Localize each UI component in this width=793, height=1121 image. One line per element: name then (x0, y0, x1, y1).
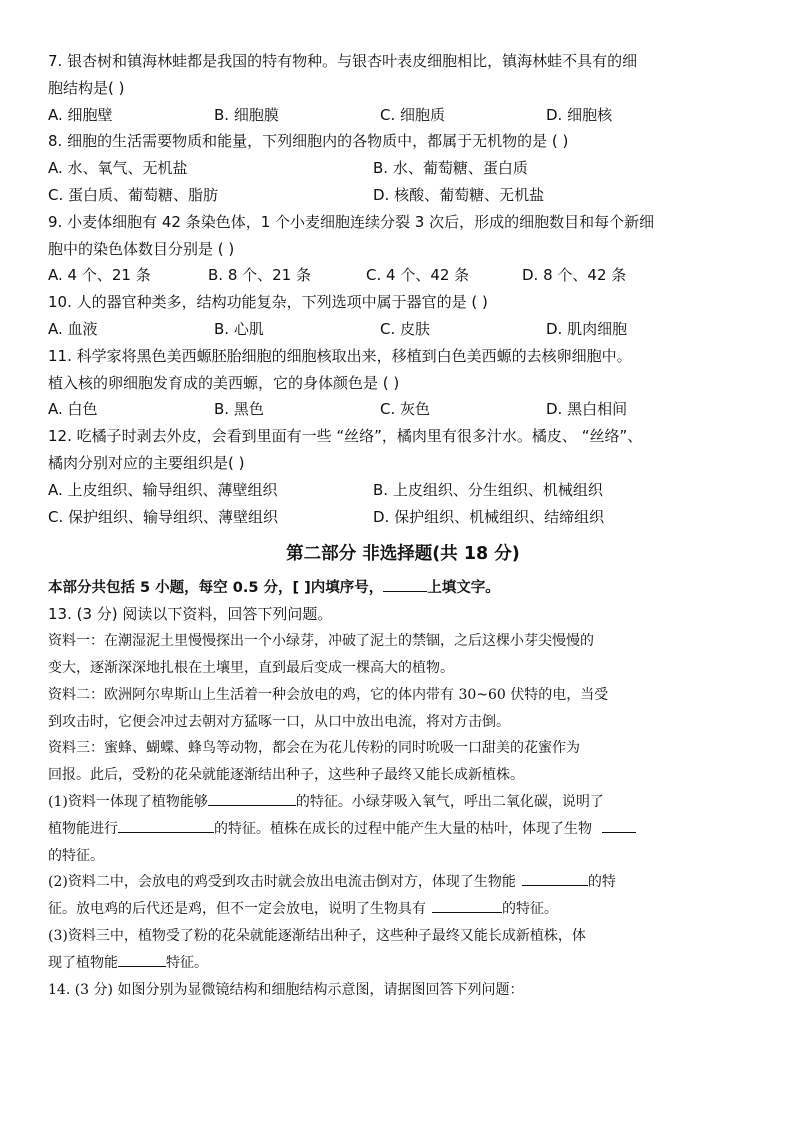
q10-option-d: D. 肌肉细胞 (546, 319, 628, 338)
q13-sub1-blank3[interactable] (602, 816, 636, 833)
q8-option-b: B. 水、葡萄糖、蛋白质 (373, 159, 528, 178)
q13-sub2-line2 (48, 896, 758, 923)
q12-option-c: C. 保护组织、输导组织、薄壁组织 (48, 507, 279, 526)
q13-sub2-line1 (48, 869, 758, 896)
q8-option-c: C. 蛋白质、葡萄糖、脂肪 (48, 185, 219, 204)
q13-sub2-text-b: 的特 (587, 874, 616, 891)
part2-intro-b: 上填文字。 (427, 580, 500, 597)
q12-options-row2 (48, 504, 758, 531)
q11-options (48, 396, 758, 423)
q13-sub1-line1 (48, 789, 758, 816)
q7-options (48, 102, 758, 129)
q13-sub2-text-d: 的特征。 (502, 901, 558, 918)
q14-title: 14. (3 分) 如图分别为显微镜结构和细胞结构示意图，请据图回答下列问题： (48, 981, 524, 998)
q13-material1-line2: 变大，逐渐深深地扎根在土壤里，直到最后变成一棵高大的植物。 (48, 659, 454, 676)
q11-stem-line2: 植入核的卵细胞发育成的美西螈，它的身体颜色是 ( ) (48, 373, 400, 392)
q11-option-b: B. 黑色 (214, 400, 264, 419)
part2-instructions (48, 575, 758, 601)
q13-material3-line2: 回报。此后，受粉的花朵就能逐渐结出种子，这些种子最终又能长成新植株。 (48, 767, 524, 784)
q13-sub1-blank2[interactable] (118, 816, 214, 833)
q8-options-row2 (48, 182, 758, 209)
q11-option-a: A. 白色 (48, 400, 98, 419)
q9-options (48, 262, 758, 289)
q13-material2-line2: 到攻击时，它便会冲过去朝对方猛啄一口，从口中放出电流，将对方击倒。 (48, 713, 510, 730)
q7-option-c: C. 细胞质 (380, 105, 446, 124)
q13-sub2-blank2[interactable] (432, 896, 502, 913)
q13-material2-line1: 资料二：欧洲阿尔卑斯山上生活着一种会放电的鸡，它的体内带有 30~60 伏特的电，当受 (48, 686, 609, 703)
q13-sub2-text-c: 征。放电鸡的后代还是鸡，但不一定会放电，说明了生物具有 (48, 901, 426, 918)
part2-heading: 第二部分 非选择题(共 18 分) (286, 544, 520, 565)
q13-sub2-blank1[interactable] (522, 869, 588, 886)
q13-sub1-text-b: 的特征。小绿芽吸入氧气，呼出二氧化碳，说明了 (295, 793, 604, 810)
q7-option-d: D. 细胞核 (546, 105, 613, 124)
q12-option-d: D. 保护组织、机械组织、结缔组织 (373, 507, 605, 526)
q13-sub3-text-c: 特征。 (166, 954, 208, 971)
q10-stem-line1: 10. 人的器官种类多，结构功能复杂，下列选项中属于器官的是 ( ) (48, 293, 488, 312)
q9-stem-line1: 9. 小麦体细胞有 42 条染色体，1 个小麦细胞连续分裂 3 次后，形成的细胞数目和每个新细 (48, 212, 655, 231)
q12-options-row1 (48, 477, 758, 504)
q9-option-b: B. 8 个、21 条 (208, 266, 311, 285)
q12-option-b: B. 上皮组织、分生组织、机械组织 (373, 480, 603, 499)
q10-option-c: C. 皮肤 (380, 319, 431, 338)
q11-option-d: D. 黑白相间 (546, 400, 628, 419)
q10-option-a: A. 血液 (48, 319, 98, 338)
q12-stem-line2: 橘肉分别对应的主要组织是( ) (48, 453, 245, 472)
q7-stem-line1: 7. 银杏树和镇海林蛙都是我国的特有物种。与银杏叶表皮细胞相比，镇海林蛙不具有的细 (48, 52, 638, 70)
q13-title: 13. (3 分) 阅读以下资料，回答下列问题。 (48, 605, 333, 624)
q13-sub3-text-b: 现了植物能 (48, 954, 118, 971)
q10-option-b: B. 心肌 (214, 319, 264, 338)
q7-stem-line2: 胞结构是( ) (48, 78, 125, 97)
part2-intro-a: 本部分共包括 5 小题，每空 0.5 分，[ ]内填序号， (48, 580, 384, 597)
intro-blank (383, 575, 427, 592)
q9-option-a: A. 4 个、21 条 (48, 266, 151, 285)
exam-page (48, 48, 758, 1003)
q13-sub1-line3: 的特征。 (48, 847, 104, 864)
q8-options-row1 (48, 155, 758, 182)
q10-options (48, 316, 758, 343)
q13-sub1-blank1[interactable] (208, 789, 296, 806)
q13-sub1-text-a: (1)资料一体现了植物能够 (48, 793, 208, 810)
q13-sub1-text-d: 的特征。植株在成长的过程中能产生大量的枯叶，体现了生物 (214, 820, 592, 837)
q11-stem-line1: 11. 科学家将黑色美西螈胚胎细胞的细胞核取出来，移植到白色美西螈的去核卵细胞中。 (48, 346, 632, 365)
q13-sub1-text-c: 植物能进行 (48, 820, 118, 837)
q13-sub3-line2 (48, 950, 758, 977)
q9-option-d: D. 8 个、42 条 (522, 266, 627, 285)
q9-stem-line2: 胞中的染色体数目分别是 ( ) (48, 239, 235, 258)
q8-option-a: A. 水、氧气、无机盐 (48, 159, 188, 178)
q11-option-c: C. 灰色 (380, 400, 431, 419)
q12-option-a: A. 上皮组织、输导组织、薄壁组织 (48, 480, 278, 499)
q12-stem-line1: 12. 吃橘子时剥去外皮，会看到里面有一些 “丝络”，橘肉里有很多汁水。橘皮、 “丝络”、 (48, 427, 643, 446)
q9-option-c: C. 4 个、42 条 (366, 266, 470, 285)
q13-sub3-line1: (3)资料三中，植物受了粉的花朵就能逐渐结出种子，这些种子最终又能长成新植株，体 (48, 927, 586, 944)
q7-option-b: B. 细胞膜 (214, 105, 279, 124)
q13-sub1-line2 (48, 816, 758, 843)
q13-sub2-text-a: (2)资料二中，会放电的鸡受到攻击时就会放出电流击倒对方，体现了生物能 (48, 874, 516, 891)
q13-material3-line1: 资料三：蜜蜂、蝴蝶、蜂鸟等动物，都会在为花儿传粉的同时吮吸一口甜美的花蜜作为 (48, 740, 580, 757)
q13-sub3-blank1[interactable] (118, 950, 166, 967)
q8-option-d: D. 核酸、葡萄糖、无机盐 (373, 185, 545, 204)
q7-option-a: A. 细胞壁 (48, 105, 113, 124)
q8-stem-line1: 8. 细胞的生活需要物质和能量，下列细胞内的各物质中，都属于无机物的是 ( ) (48, 132, 569, 151)
q13-material1-line1: 资料一：在潮湿泥土里慢慢探出一个小绿芽，冲破了泥土的禁锢，之后这棵小芽尖慢慢的 (48, 633, 594, 650)
